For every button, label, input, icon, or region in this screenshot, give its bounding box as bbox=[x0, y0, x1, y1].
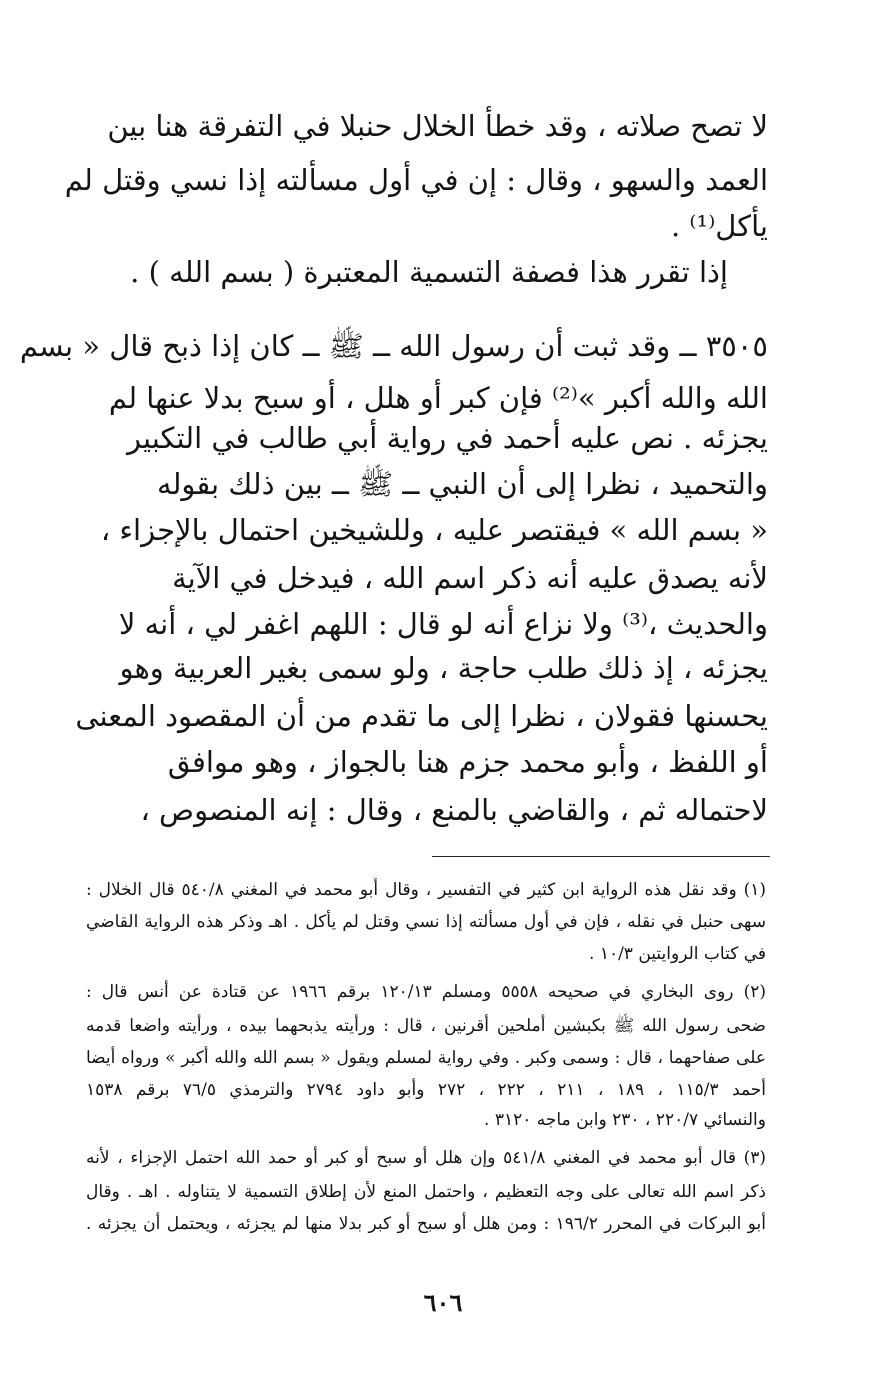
body-line: « بسم الله » فيقتصر عليه ، وللشيخين احتمال بالإجزاء ، bbox=[100, 513, 768, 547]
body-line: الله والله أكبر »⁽²⁾ فإن كبر أو هلل ، أو سبح بدلا عنها لم bbox=[108, 381, 768, 415]
footnote-line: أبو البركات في المحرر ١٩٦/٢ : ومن هلل أو سبح أو كبر بدلا منها لم يجزئه ، ويحتمل أن يجزئه . bbox=[86, 1214, 767, 1234]
footnote-line: سهى حنبل في نقله ، فإن في أول مسألته إذا نسي وقتل لم يأكل . اهـ وذكر هذه الرواية القاضي bbox=[86, 912, 766, 932]
body-line: لأنه يصدق عليه أنه ذكر اسم الله ، فيدخل في الآية bbox=[172, 561, 768, 595]
footnote-line: والنسائي ٢٢٠/٧ ، ٢٣٠ وابن ماجه ٣١٢٠ . bbox=[484, 1110, 766, 1130]
footnote-line: (٢) روى البخاري في صحيحه ٥٥٥٨ ومسلم ١٢٠/١٣ برقم ١٩٦٦ عن قتادة عن أنس قال : bbox=[86, 982, 767, 1002]
body-line: يجزئه ، إذ ذلك طلب حاجة ، ولو سمى بغير العربية وهو bbox=[119, 651, 768, 685]
body-line: يجزئه . نص عليه أحمد في رواية أبي طالب في التكبير bbox=[126, 421, 768, 455]
body-line: والحديث ،⁽³⁾ ولا نزاع أنه لو قال : اللهم اغفر لي ، أنه لا bbox=[118, 607, 768, 641]
footnote-line: ضحى رسول الله ﷺ بكبشين أملحين أقرنين ، قال : ورأيته يذبحهما بيده ، ورأيته واضعا قدمه bbox=[86, 1016, 766, 1036]
footnote-line: أحمد ١١٥/٣ ، ١٨٩ ، ٢١١ ، ٢٢٢ ، ٢٧٢ وأبو داود ٢٧٩٤ والترمذي ٧٦/٥ برقم ١٥٣٨ bbox=[86, 1080, 767, 1100]
footnote-line: في كتاب الروايتين ١٠/٣ . bbox=[589, 944, 766, 964]
body-line: والتحميد ، نظرا إلى أن النبي ــ ﷺ ــ بين ذلك بقوله bbox=[157, 467, 768, 501]
body-line: أو اللفظ ، وأبو محمد جزم هنا بالجواز ، وهو موافق bbox=[167, 745, 768, 779]
body-line: يحسنها فقولان ، نظرا إلى ما تقدم من أن المقصود المعنى bbox=[75, 699, 768, 733]
body-line: يأكل⁽¹⁾ . bbox=[670, 209, 768, 243]
footnote-divider bbox=[432, 856, 770, 857]
body-line: لا تصح صلاته ، وقد خطأ الخلال حنبلا في التفرقة هنا بين bbox=[107, 109, 768, 143]
footnote-line: ذكر اسم الله تعالى على وجه التعظيم ، واحتمل المنع لأن إطلاق التسمية لا يتناوله . اهـ . وقال bbox=[86, 1182, 766, 1202]
body-line: العمد والسهو ، وقال : إن في أول مسألته إذا نسي وقتل لم bbox=[64, 163, 768, 197]
page-number: ٦٠٦ bbox=[423, 1288, 463, 1317]
body-line: ٣٥٠٥ ــ وقد ثبت أن رسول الله ــ ﷺ ــ كان إذا ذبح قال « بسم bbox=[19, 329, 768, 363]
footnote-line: (٣) قال أبو محمد في المغني ٥٤١/٨ وإن هلل أو سبح أو كبر أو حمد الله احتمل الإجزاء ، لأنه bbox=[86, 1148, 767, 1168]
body-line: إذا تقرر هذا فصفة التسمية المعتبرة ( بسم الله ) . bbox=[130, 255, 728, 289]
footnote-line: على صفاحهما ، قال : وسمى وكبر . وفي رواية لمسلم ويقول « بسم الله والله أكبر » ورواه أيضا bbox=[86, 1048, 766, 1068]
footnote-line: (١) وقد نقل هذه الرواية ابن كثير في التفسير ، وقال أبو محمد في المغني ٥٤٠/٨ قال الخلال : bbox=[86, 880, 766, 900]
body-line: لاحتماله ثم ، والقاضي بالمنع ، وقال : إنه المنصوص ، bbox=[140, 793, 768, 827]
